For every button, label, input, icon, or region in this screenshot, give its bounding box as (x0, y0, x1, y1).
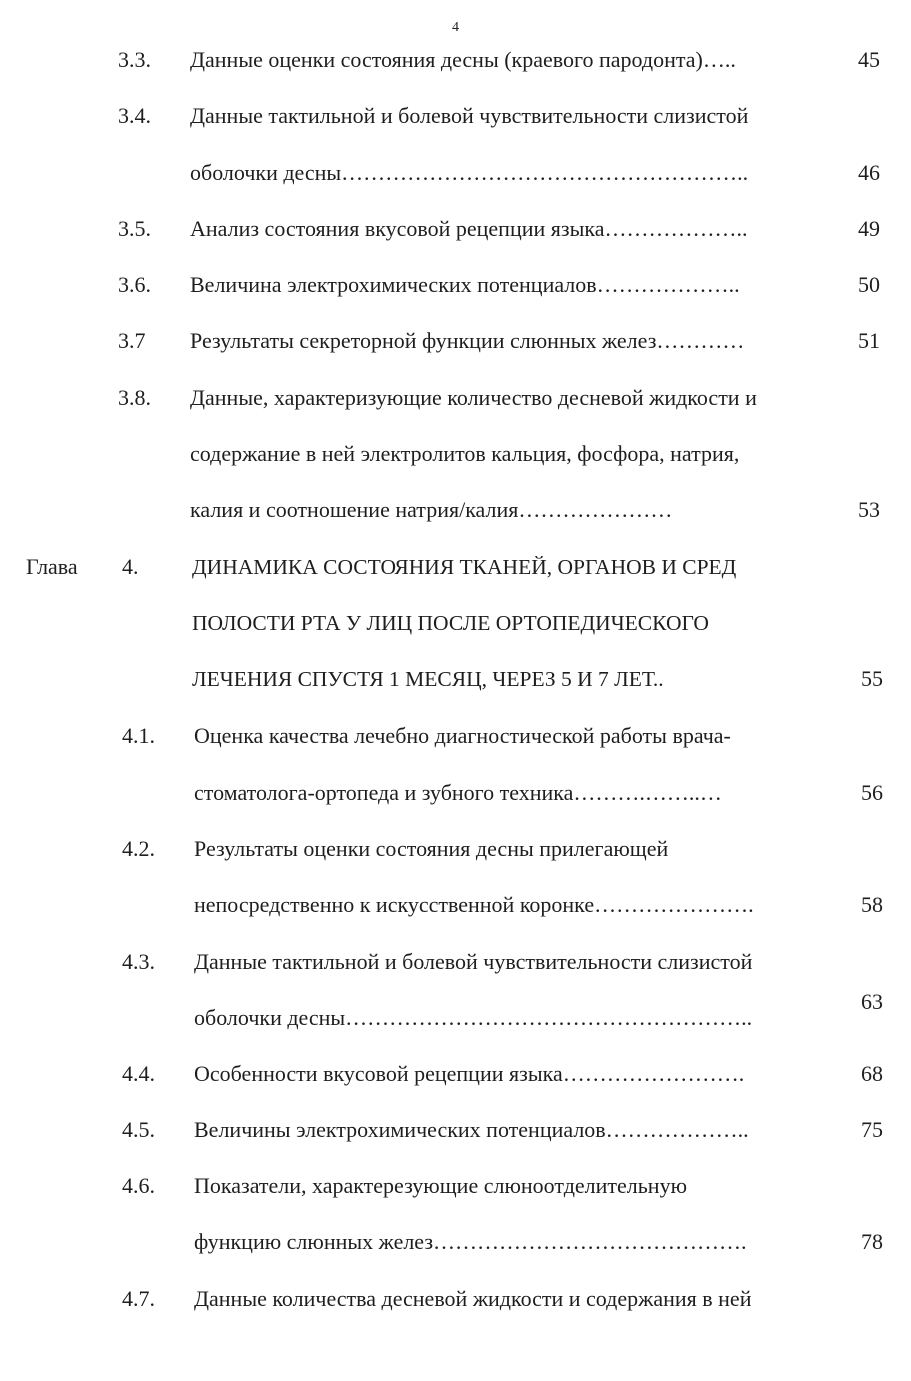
toc-title-line: калия и соотношение натрия/калия………………… (190, 497, 673, 522)
toc-number: 3.7 (118, 328, 146, 353)
chapter-label: Глава (26, 554, 78, 579)
toc-page: 53 (858, 497, 880, 522)
toc-title-line: Показатели, характерезующие слюноотделительную (194, 1173, 688, 1198)
toc-title-line: Величина электрохимических потенциалов……………….. (190, 272, 740, 297)
toc-title-line: стоматолога-ортопеда и зубного техника……….……..… (194, 780, 722, 805)
toc-number: 4.1. (122, 723, 155, 748)
toc-number: 3.6. (118, 272, 151, 297)
toc-number: 4.7. (122, 1286, 155, 1311)
toc-title-line: содержание в ней электролитов кальция, фосфора, натрия, (190, 441, 740, 466)
toc-number: 4. (122, 554, 139, 579)
toc-number: 4.3. (122, 949, 155, 974)
toc-number: 3.3. (118, 47, 151, 72)
toc-page: 63 (861, 989, 883, 1014)
toc-title-line: Данные тактильной и болевой чувствительности слизистой (190, 103, 749, 128)
toc-title-line: Данные, характеризующие количество десневой жидкости и (190, 385, 757, 410)
toc-title-line: Оценка качества лечебно диагностической работы врача- (194, 723, 731, 748)
toc-title-line: функцию слюнных желез……………………………………. (194, 1229, 747, 1254)
toc-number: 3.4. (118, 103, 151, 128)
toc-title-line: ЛЕЧЕНИЯ СПУСТЯ 1 МЕСЯЦ, ЧЕРЕЗ 5 И 7 ЛЕТ.. (192, 667, 664, 691)
toc-number: 4.4. (122, 1061, 155, 1086)
toc-title-line: Данные тактильной и болевой чувствительности слизистой (194, 949, 753, 974)
toc-title-line: Особенности вкусовой рецепции языка……………………. (194, 1061, 745, 1086)
toc-title-line: ДИНАМИКА СОСТОЯНИЯ ТКАНЕЙ, ОРГАНОВ И СРЕД (192, 555, 737, 579)
toc-title-line: Данные оценки состояния десны (краевого пародонта)….. (190, 47, 736, 72)
toc-page: 55 (861, 666, 883, 691)
toc-page: 46 (858, 160, 880, 185)
toc-number: 4.2. (122, 836, 155, 861)
toc-page: 56 (861, 780, 883, 805)
toc-page: 75 (861, 1117, 883, 1142)
toc-title-line: ПОЛОСТИ РТА У ЛИЦ ПОСЛЕ ОРТОПЕДИЧЕСКОГО (192, 611, 709, 635)
toc-title-line: Результаты оценки состояния десны прилегающей (194, 836, 669, 861)
toc-page: 49 (858, 216, 880, 241)
toc-title-line: непосредственно к искусственной коронке…………………. (194, 892, 754, 917)
toc-number: 3.5. (118, 216, 151, 241)
toc-title-line: Данные количества десневой жидкости и содержания в ней (194, 1286, 752, 1311)
toc-page: 45 (858, 47, 880, 72)
toc-title-line: Результаты секреторной функции слюнных желез………… (190, 328, 745, 353)
toc-page: 78 (861, 1229, 883, 1254)
toc-title-line: оболочки десны……………………………………………….. (194, 1005, 753, 1030)
toc-page: 68 (861, 1061, 883, 1086)
toc-title-line: Величины электрохимических потенциалов……………….. (194, 1117, 749, 1142)
toc-title-line: Анализ состояния вкусовой рецепции языка……………….. (190, 216, 748, 241)
toc-number: 3.8. (118, 385, 151, 410)
toc-page: 50 (858, 272, 880, 297)
toc-page: 51 (858, 328, 880, 353)
toc-page: 58 (861, 892, 883, 917)
toc-number: 4.6. (122, 1173, 155, 1198)
toc-title-line: оболочки десны……………………………………………….. (190, 160, 749, 185)
page-number: 4 (452, 20, 459, 35)
toc-number: 4.5. (122, 1117, 155, 1142)
